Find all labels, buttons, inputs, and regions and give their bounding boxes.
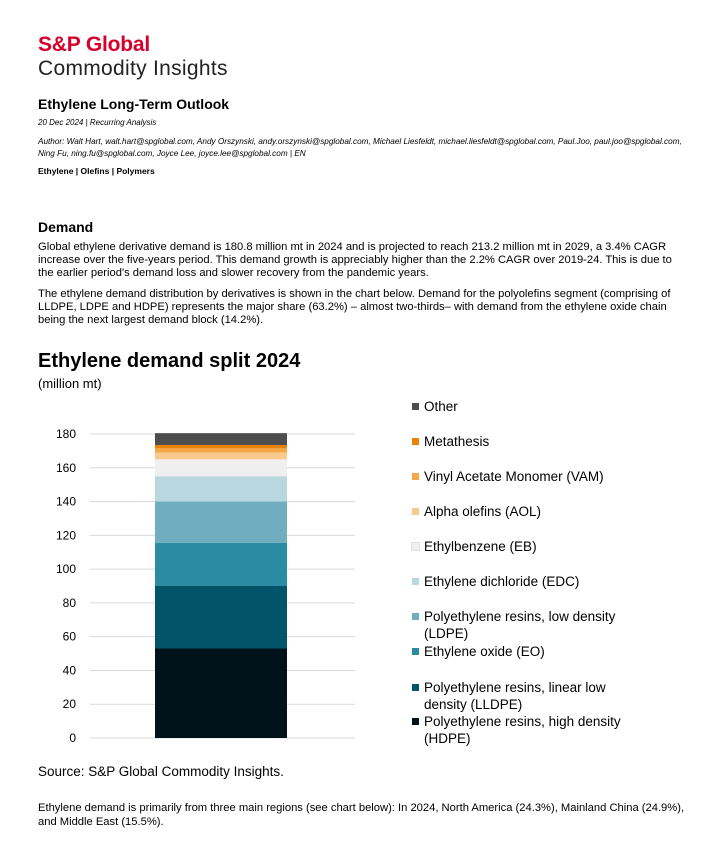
legend-label: Metathesis (424, 434, 490, 449)
report-meta: 20 Dec 2024 | Recurring Analysis (38, 118, 157, 127)
y-tick-label: 40 (62, 663, 76, 678)
bar-segment (155, 648, 287, 738)
bar-segment (155, 448, 287, 452)
report-tags: Ethylene | Olefins | Polymers (38, 166, 155, 176)
y-tick-label: 120 (55, 528, 76, 543)
legend-item (412, 679, 652, 713)
legend-label: Polyethylene resins, low density (LDPE) (424, 609, 616, 641)
bar-segment (155, 433, 287, 445)
legend-item (412, 538, 652, 555)
y-tick-label: 80 (62, 595, 76, 610)
chart-source: Source: S&P Global Commodity Insights. (38, 764, 284, 779)
legend-swatch (412, 473, 419, 480)
section-title-demand: Demand (38, 219, 94, 235)
demand-paragraph-2: The ethylene demand distribution by derivatives is shown in the chart below. Demand for the polyolefins segment (comprising of LLDPE, LDPE and HDPE) represents the major share (63.2%) – almost two-thirds– with demand from the ethylene oxide chain being the next largest demand block (14.2%). (38, 288, 671, 326)
legend-label: Ethylene dichloride (EDC) (424, 574, 580, 589)
brand-logo: S&P Global (38, 33, 150, 56)
bar-segment (155, 453, 287, 460)
y-tick-label: 0 (69, 731, 76, 745)
stacked-bar-chart (20, 420, 370, 750)
legend-swatch (412, 684, 419, 691)
legend-swatch (412, 718, 419, 725)
legend-label: Polyethylene resins, high density (HDPE) (424, 714, 621, 746)
bar-segment (155, 586, 287, 648)
y-tick-label: 140 (55, 494, 76, 509)
legend-swatch (412, 403, 419, 410)
y-tick-label: 180 (55, 427, 76, 441)
legend-label: Ethylbenzene (EB) (424, 539, 537, 554)
brand-logo-subtitle: Commodity Insights (38, 57, 228, 80)
bar-segment (155, 476, 287, 501)
legend-item (412, 503, 652, 520)
chart-subtitle: (million mt) (38, 376, 102, 391)
bar-segment (155, 459, 287, 476)
legend-item (412, 713, 652, 747)
legend-item (412, 468, 652, 485)
legend-swatch (412, 438, 419, 445)
chart-y-axis (56, 427, 76, 745)
legend-swatch (412, 613, 419, 620)
legend-item (412, 643, 652, 660)
y-tick-label: 160 (55, 460, 76, 475)
legend-label: Polyethylene resins, linear low density (LLDPE) (424, 680, 606, 712)
chart-bar-stack (155, 433, 287, 738)
legend-label: Alpha olefins (AOL) (424, 504, 542, 519)
y-tick-label: 20 (62, 697, 76, 712)
legend-label: Other (424, 399, 458, 414)
demand-paragraph-1: Global ethylene derivative demand is 180.8 million mt in 2024 and is projected to reach 213.2 million mt in 2029, a 3.4% CAGR increase over the five-years period. This demand growth is appreciably higher than the 2.2% CAGR over 2019-24. This is due to the earlier period's demand loss and slower recovery from the pandemic years. (38, 241, 672, 279)
legend-item (412, 573, 652, 590)
legend-swatch (412, 648, 419, 655)
bar-segment (155, 445, 287, 448)
legend-label: Ethylene oxide (EO) (424, 644, 545, 659)
legend-label: Vinyl Acetate Monomer (VAM) (424, 469, 604, 484)
y-tick-label: 60 (62, 629, 76, 644)
legend-item (412, 608, 652, 642)
legend-swatch (412, 543, 419, 550)
bar-segment (155, 543, 287, 586)
legend-swatch (412, 508, 419, 515)
bar-segment (155, 502, 287, 543)
chart-title: Ethylene demand split 2024 (38, 350, 301, 372)
legend-item (412, 398, 652, 415)
legend-swatch (412, 578, 419, 585)
legend-item (412, 433, 652, 450)
report-title: Ethylene Long-Term Outlook (38, 96, 230, 112)
footer-paragraph: Ethylene demand is primarily from three main regions (see chart below): In 2024, North America (24.3%), Mainland China (24.9%), and Middle East (15.5%). (38, 802, 685, 828)
report-authors: Author: Walt Hart, walt.hart@spglobal.com, Andy Orszynski, andy.orszynski@spglobal.com, Michael Liesfeldt, michael.liesfeldt@spglobal.com, Paul.Joo, paul.joo@spglobal.com, Ning Fu, ning.fu@spglobal.com, Joyce Lee, joyce.lee@spglobal.com | EN (38, 137, 682, 158)
y-tick-label: 100 (55, 562, 76, 577)
